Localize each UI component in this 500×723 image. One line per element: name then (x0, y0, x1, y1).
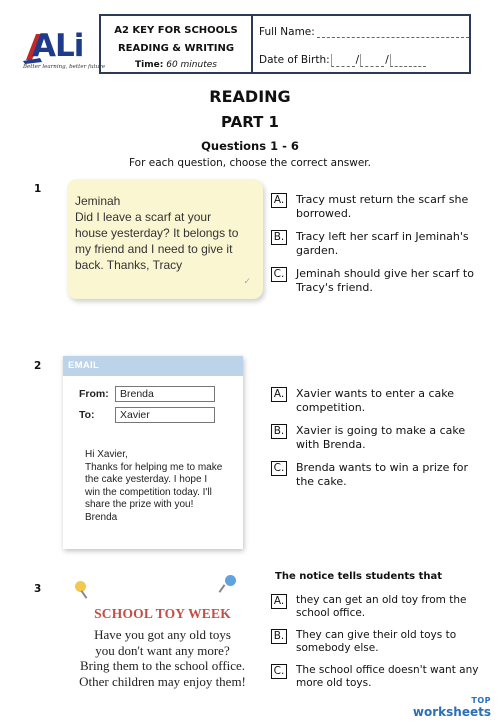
option-letter[interactable]: B. (271, 424, 287, 439)
q3-lead-text: The notice tells students that (275, 571, 442, 582)
option-letter[interactable]: A. (271, 193, 287, 208)
pushpin-icon (225, 575, 236, 586)
full-name-label: Full Name: (259, 26, 315, 38)
section-title: READING (209, 87, 291, 106)
q3-option-b[interactable] (271, 629, 483, 655)
email-line: win the competition today. I'll (85, 486, 212, 498)
time-label: Time: (135, 60, 164, 70)
exam-header (99, 14, 471, 74)
ali-logo (20, 28, 106, 78)
q3-options (271, 594, 483, 690)
option-text: Jeminah should give her scarf to Tracy's friend. (296, 267, 474, 294)
dob-separator-1: / (355, 54, 360, 66)
email-from-label: From: (79, 388, 109, 400)
q2-option-a[interactable] (271, 387, 483, 415)
email-header: EMAIL (63, 356, 243, 376)
dob-year-field[interactable] (390, 54, 426, 67)
topworksheets-logo (413, 696, 491, 719)
q3-option-a[interactable] (271, 594, 483, 620)
email-card (63, 356, 243, 549)
email-from-field: Brenda (115, 386, 215, 402)
option-text: Brenda wants to win a prize for the cake. (296, 461, 469, 488)
notice-line: Bring them to the school office. (79, 658, 246, 673)
questions-range: Questions 1 - 6 (201, 139, 299, 153)
option-letter[interactable]: B. (271, 629, 287, 644)
email-to-label: To: (79, 409, 95, 421)
option-text: they can get an old toy from the school office. (296, 594, 467, 619)
note-line: Jeminah (75, 194, 121, 208)
q1-option-a[interactable] (271, 193, 483, 221)
pushpin-stem (81, 590, 88, 599)
exam-section: READING & WRITING (117, 43, 235, 54)
q2-options (271, 387, 483, 489)
note-check-icon: ✓ (243, 276, 251, 286)
note-line: house yesterday? It belongs to (75, 226, 239, 240)
q1-options (271, 193, 483, 295)
logo-tagline: Better learning, better future (23, 64, 106, 70)
exam-name: A2 KEY FOR SCHOOLS (114, 25, 238, 36)
option-letter[interactable]: A. (271, 387, 287, 402)
option-letter[interactable]: C. (271, 267, 287, 282)
sticky-note (67, 179, 263, 299)
email-body (85, 449, 222, 524)
part-title: PART 1 (221, 113, 279, 131)
email-to-field: Xavier (115, 407, 215, 423)
notice-card (65, 573, 260, 703)
notice-body (65, 627, 260, 689)
note-line: back. Thanks, Tracy (75, 258, 183, 272)
q1-option-b[interactable] (271, 230, 483, 258)
dob-day-field[interactable] (331, 54, 355, 67)
option-letter[interactable]: B. (271, 230, 287, 245)
option-text: Tracy left her scarf in Jeminah's garden. (296, 230, 469, 257)
question-number-1: 1 (34, 183, 42, 195)
email-line: Brenda (85, 511, 118, 523)
footer-logo-top: TOP (471, 696, 491, 705)
question-number-2: 2 (34, 360, 42, 372)
dob-separator-2: / (385, 54, 389, 66)
dob-month-field[interactable] (360, 54, 384, 67)
q2-option-b[interactable] (271, 424, 483, 452)
footer-logo-bottom: worksheets (412, 705, 491, 719)
option-text: They can give their old toys to somebody else. (296, 629, 457, 654)
notice-line: Have you got any old toys (94, 627, 231, 642)
exam-info (101, 16, 253, 72)
option-letter[interactable]: C. (271, 664, 287, 679)
option-letter[interactable]: A. (271, 594, 287, 609)
notice-title: SCHOOL TOY WEEK (94, 606, 231, 621)
option-letter[interactable]: C. (271, 461, 287, 476)
email-line: share the prize with you! (85, 499, 194, 510)
full-name-field[interactable] (317, 26, 469, 38)
email-line: Hi Xavier, (85, 449, 128, 460)
notice-line: Other children may enjoy them! (79, 673, 246, 689)
q2-option-c[interactable] (271, 461, 483, 489)
instructions: For each question, choose the correct answer. (129, 157, 371, 169)
q3-option-c[interactable] (271, 664, 483, 690)
note-line: my friend and I need to give it (75, 242, 233, 256)
question-number-3: 3 (34, 583, 42, 595)
logo-text: ALi (32, 28, 84, 64)
option-text: The school office doesn't want any more old toys. (296, 664, 479, 689)
email-line: Thanks for helping me to make (85, 461, 223, 473)
dob-label: Date of Birth: (259, 54, 330, 66)
q1-option-c[interactable] (271, 267, 483, 295)
student-info (253, 16, 469, 72)
option-text: Xavier is going to make a cake with Brenda. (296, 424, 466, 451)
note-line: Did I leave a scarf at your (75, 210, 212, 224)
time-value: 60 minutes (166, 60, 217, 70)
exam-time (101, 60, 251, 70)
option-text: Xavier wants to enter a cake competition. (296, 387, 455, 414)
email-line: the cake yesterday. I hope I (85, 474, 208, 485)
option-text: Tracy must return the scarf she borrowed. (296, 193, 469, 220)
notice-line: you don't want any more? (95, 642, 230, 658)
pushpin-stem (219, 584, 226, 593)
